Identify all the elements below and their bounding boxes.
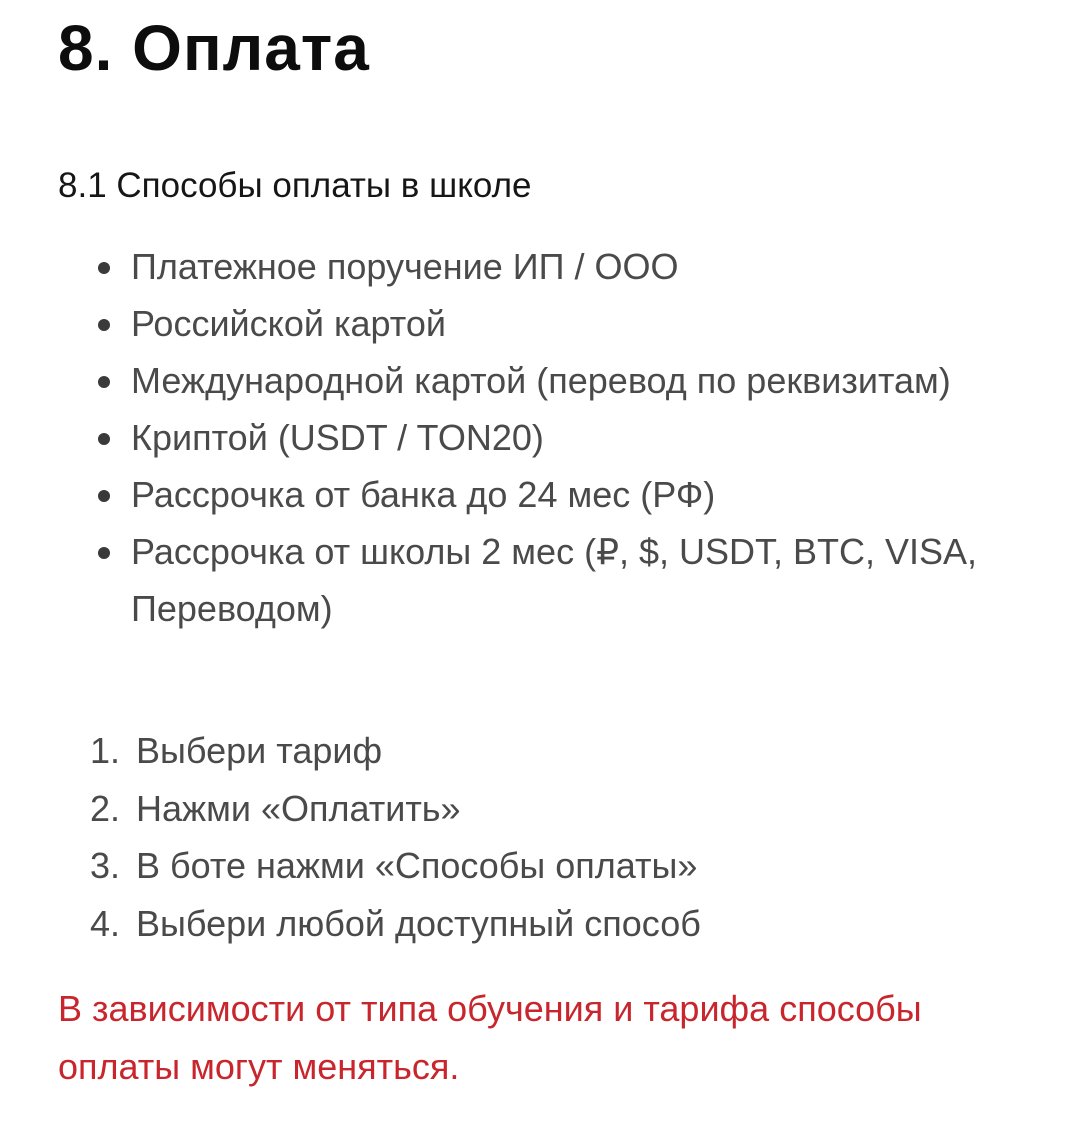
payment-method-text: Криптой (USDT / TON20): [131, 417, 544, 458]
step-text: Выбери любой доступный способ: [136, 902, 701, 944]
payment-methods-list: [90, 238, 1050, 637]
bullet-icon: [98, 319, 110, 331]
section-title: 8. Оплата: [58, 12, 370, 84]
bullet-icon: [98, 376, 110, 388]
payment-method-item: [90, 409, 1050, 466]
payment-method-text: Рассрочка от банка до 24 мес (РФ): [131, 474, 716, 515]
payment-note: В зависимости от типа обучения и тарифа способы оплаты могут меняться.: [58, 988, 922, 1087]
subsection-title: 8.1 Способы оплаты в школе: [58, 166, 532, 205]
payment-method-item: [90, 352, 1050, 409]
step-text: Нажми «Оплатить»: [136, 787, 461, 829]
bullet-icon: [98, 490, 110, 502]
payment-method-text: Российской картой: [131, 303, 446, 344]
step-number: 3.: [90, 845, 121, 886]
step-item: [90, 895, 1050, 953]
step-number: 4.: [90, 902, 121, 944]
step-text: Выбери тариф: [136, 730, 383, 771]
payment-method-item: [90, 238, 1050, 295]
step-number: 1.: [90, 730, 121, 771]
payment-method-text: Международной картой (перевод по реквизитам): [131, 360, 951, 401]
payment-method-text: Платежное поручение ИП / ООО: [131, 246, 679, 287]
payment-steps-list: [90, 722, 1050, 952]
step-text: В боте нажми «Способы оплаты»: [136, 845, 698, 886]
step-item: [90, 722, 1050, 780]
step-number: 2.: [90, 787, 121, 829]
step-item: [90, 837, 1050, 895]
payment-method-item: [90, 295, 1050, 352]
step-item: [90, 780, 1050, 838]
payment-method-item: [90, 523, 1050, 637]
payment-method-item: [90, 466, 1050, 523]
payment-method-text: Рассрочка от школы 2 мес (₽, $, USDT, BTC, VISA, Переводом): [131, 531, 978, 629]
bullet-icon: [98, 547, 110, 559]
bullet-icon: [98, 262, 110, 274]
bullet-icon: [98, 433, 110, 445]
